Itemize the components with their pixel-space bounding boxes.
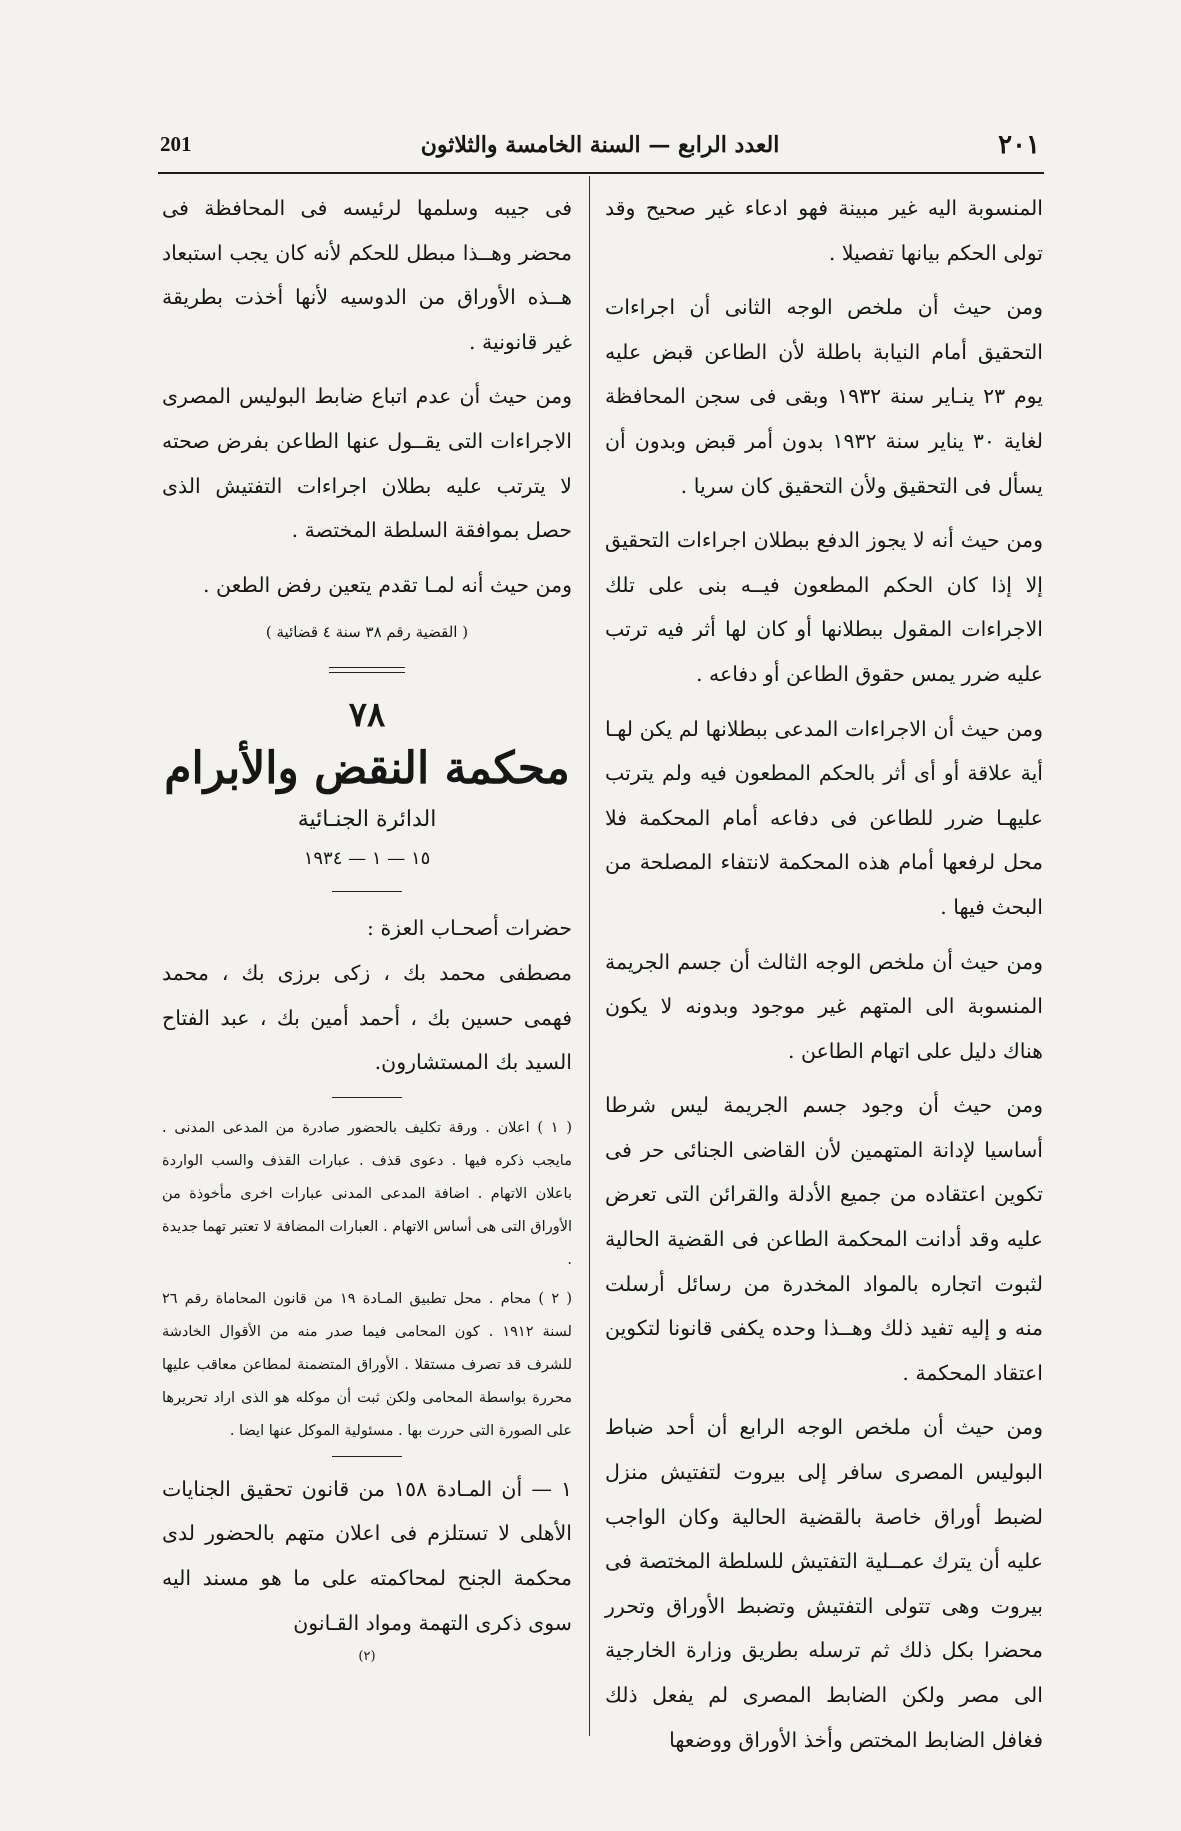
paragraph: ومن حيث أن ملخص الوجه الثالث أن جسم الجريمة المنسوبة الى المتهم غير موجود وبدونه لا يكون هناك دليل على اتهام الطاعن .	[605, 949, 1043, 1063]
paragraph: ومن حيث أنه لا يجوز الدفع ببطلان اجراءات التحقيق إلا إذا كان الحكم المطعون فيــه بنى على تلك الاجراءات المقول ببطلانها أو كان لها أثر فيه ترتب عليه ضرر يمس حقوق الطاعن أو دفاعه .	[605, 528, 1043, 686]
paragraph: ومن حيث أنه لمـا تقدم يتعين رفض الطعن .	[202, 572, 572, 597]
page-number-latin: 201	[160, 132, 192, 156]
right-column	[605, 186, 1043, 1772]
case-date: ١٥ — ١ — ١٩٣٤	[303, 848, 431, 870]
left-column	[162, 186, 572, 1667]
paragraph: ومن حيث أن ملخص الوجه الثانى أن اجراءات التحقيق أمام النيابة باطلة لأن الطاعن قبض عليه يوم ٢٣ ينـاير سنة ١٩٣٢ وبقى فى سجن المحافظة لغاية ٣٠ يناير سنة ١٩٣٢ بدون أمر قبض وبدون أن يسأل فى التحقيق ولأن التحقيق كان سريا .	[605, 295, 1043, 498]
headnote: ( ٢ ) محام . محل تطبيق المـادة ١٩ من قانون المحاماة رقم ٢٦ لسنة ١٩١٢ . كون المحامى فيما صدر منه من الأقوال الخادشة للشرف قد تصرف مستقلا . الأوراق المتضمنة لمطاعن معاقب عليها محررة بواسطة المحامى ولكن ثبت أن موكله هو الذى اراد تحريرها على الصورة التى حررت بها . مسئولية الموكل عنها ايضا .	[162, 1290, 572, 1439]
headnotes	[162, 1112, 572, 1448]
running-header	[160, 130, 1040, 170]
judges-names: مصطفى محمد بك ، زكى برزى بك ، محمد فهمى حسين بك ، أحمد أمين بك ، عبد الفتاح السيد بك المستشارون.	[162, 960, 572, 1075]
paragraph: فى جيبه وسلمها لرئيسه فى المحافظة فى محضر وهــذا مبطل للحكم لأنه كان يجب استبعاد هــذه الأوراق من الدوسيه لأنها أخذت بطريقة غير قانونية .	[162, 196, 572, 354]
paragraph: ومن حيث أن وجود جسم الجريمة ليس شرطا أساسيا لإدانة المتهمين لأن القاضى الجنائى حر فى تكوين اعتقاده من جميع الأدلة والقرائن التى تعرض عليه وقد أدانت المحكمة الطاعن فى القضية الحالية لثبوت اتجاره بالمواد المخدرة من رسائل أرسلت منه و إليه تفيد ذلك وهــذا وحده يكفى قانونا لتكوين اعتقاد المحكمة .	[605, 1093, 1043, 1385]
court-name: محكمة النقض والأبرام	[164, 743, 570, 795]
paragraph: ومن حيث أن ملخص الوجه الرابع أن أحد ضباط البوليس المصرى سافر إلى بيروت لتفتيش منزل لضبط أوراق خاصة بالقضية الحالية وكان الواجب عليه أن يترك عمــلية التفتيش للسلطة المختصة فى بيروت وهى تتولى التفتيش وتضبط الأوراق وتحرر محضرا بكل ذلك ثم ترسله بطريق وزارة الخارجية الى مصر ولكن الضابط المصرى لم يفعل ذلك فغافل الضابط المختص وأخذ الأوراق ووضعها	[605, 1415, 1043, 1752]
paragraph: المنسوبة اليه غير مبينة فهو ادعاء غير صحيح وقد تولى الحكم بيانها تفصيلا .	[605, 196, 1043, 265]
case-number: ٧٨	[348, 695, 386, 736]
paragraph: ١ — أن المـادة ١٥٨ من قانون تحقيق الجنايات الأهلى لا تستلزم فى اعلان متهم بالحضور لدى محكمة الجنح لمحاكمته على ما هو مسند اليه سوى ذكرى التهمة ومواد القـانون	[162, 1476, 573, 1635]
paragraph: ومن حيث أن عدم اتباع ضابط البوليس المصرى الاجراءات التى يقــول عنها الطاعن بفرض صحته لا يترتب عليه بطلان اجراءات التفتيش الذى حصل بموافقة السلطة المختصة .	[162, 384, 572, 543]
circuit-name: الدائرة الجنـائية	[297, 807, 437, 833]
case-reference: ( القضية رقم ٣٨ سنة ٤ قضائية )	[265, 623, 469, 642]
paragraph: ومن حيث أن الاجراءات المدعى ببطلانها لم يكن لهـا أية علاقة أو أى أثر بالحكم المطعون فيه ولم يترتب عليهـا ضرر للطاعن فى دفاعه أمام المحكمة فلا محل لرفعها أمام هذه المحكمة لانتفاء المصلحة من البحث فيها .	[605, 716, 1043, 919]
signature-mark: (٢)	[358, 1649, 376, 1665]
header-divider	[158, 172, 1044, 174]
double-divider	[329, 667, 405, 673]
page-number-arabic: ٢٠١	[998, 130, 1040, 160]
section-divider	[332, 891, 402, 892]
judges-title: حضرات أصحـاب العزة :	[367, 916, 572, 941]
section-divider	[332, 1456, 402, 1457]
headnote: ( ١ ) اعلان . ورقة تكليف بالحضور صادرة من المدعى المدنى . مايجب ذكره فيها . دعوى قذف . عبارات القذف والسب الواردة باعلان الاتهام . اضافة المدعى المدنى عبارات اخرى مأخوذة من الأوراق التى هى أساس الاتهام . العبارات المضافة لا تعتبر تهما جديدة .	[162, 1119, 572, 1268]
running-title: العدد الرابع — السنة الخامسة والثلاثون	[420, 132, 780, 158]
column-divider	[589, 176, 590, 1736]
section-divider	[332, 1097, 402, 1098]
